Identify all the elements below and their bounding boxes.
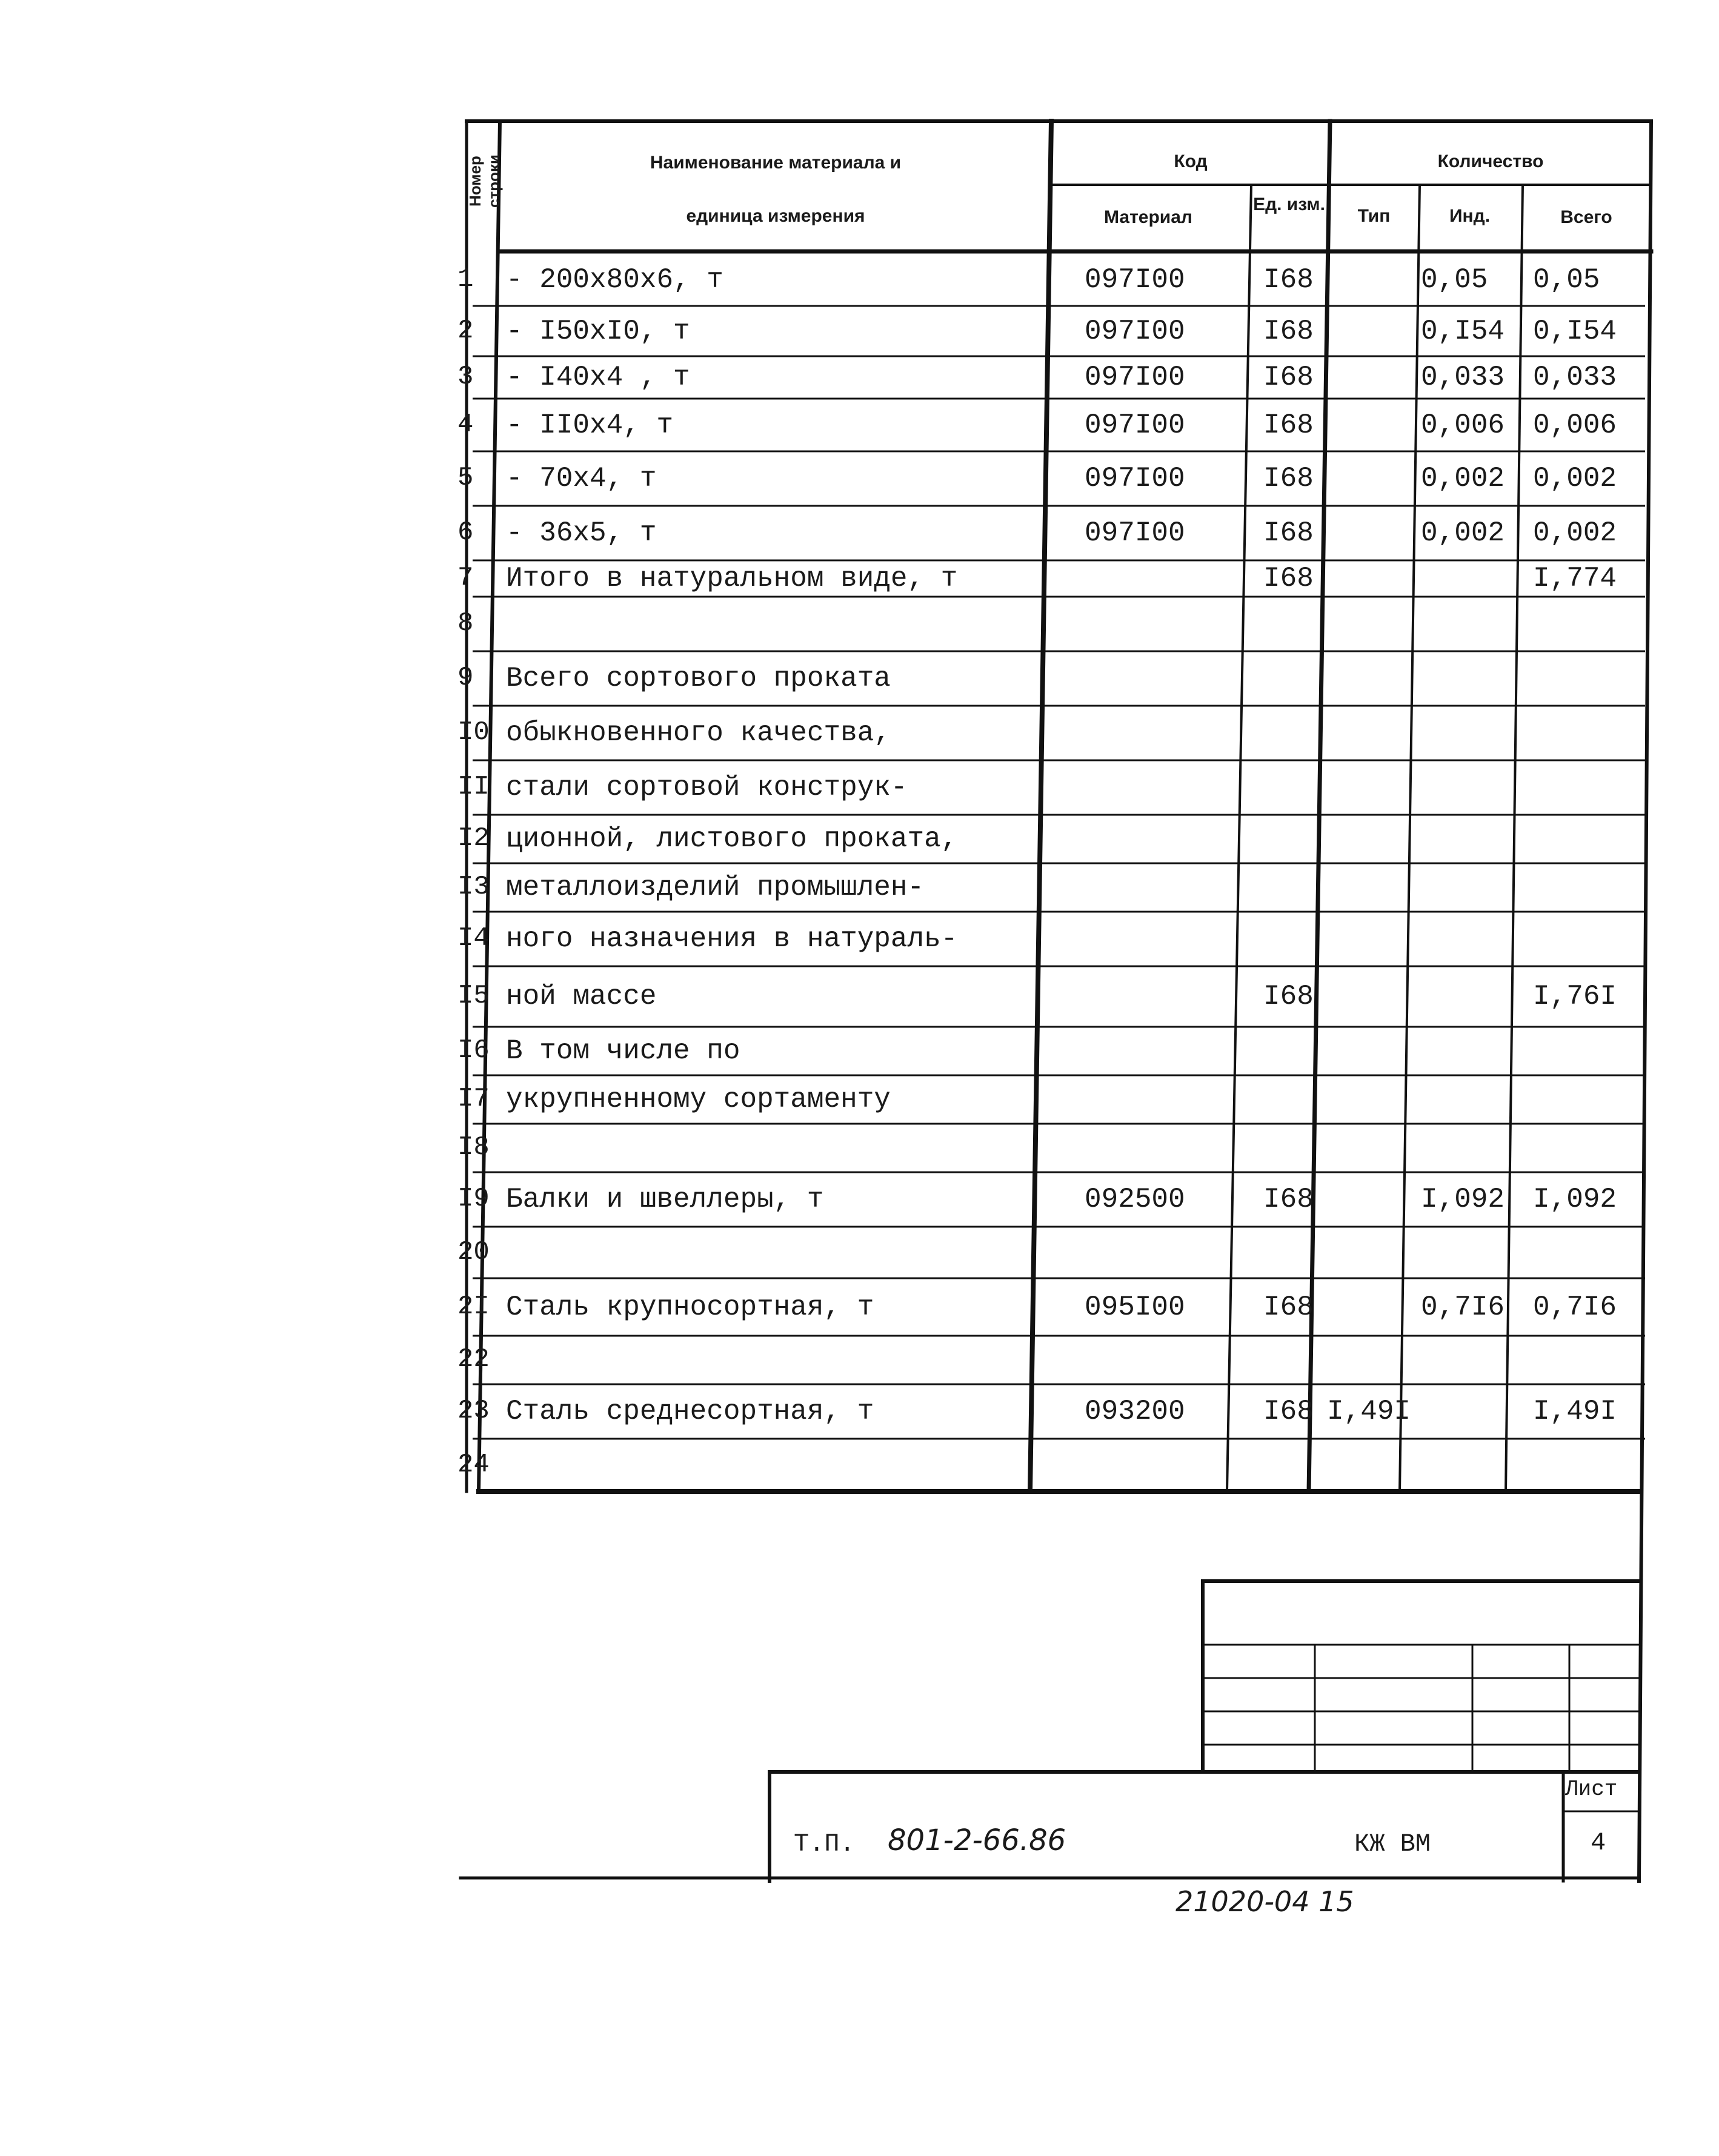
sheet-number: 4 — [1591, 1828, 1606, 1857]
cell-mat: 097I00 — [1085, 315, 1185, 347]
cell-name: ной массе — [506, 981, 657, 1012]
cell-mat: 095I00 — [1085, 1291, 1185, 1323]
cell-name: ного назначения в натураль- — [506, 923, 958, 955]
cell-mat: 097I00 — [1085, 463, 1185, 494]
cell-type: I,49I — [1327, 1396, 1411, 1427]
cell-row-number: I0 — [457, 717, 490, 748]
cell-row-number: II — [457, 772, 490, 802]
project-prefix: Т.П. — [794, 1829, 855, 1859]
cell-ind: 0,002 — [1421, 463, 1505, 494]
cell-name: стали сортовой конструк- — [506, 772, 908, 803]
cell-row-number: 3 — [457, 362, 474, 392]
cell-row-number: 22 — [457, 1344, 490, 1375]
cell-unit: I68 — [1263, 463, 1314, 494]
cell-name: ционной, листового проката, — [506, 823, 958, 855]
cell-unit: I68 — [1263, 264, 1314, 296]
cell-unit: I68 — [1263, 563, 1314, 594]
cell-total: 0,002 — [1533, 463, 1617, 494]
cell-total: 0,033 — [1533, 362, 1617, 393]
sheet-label: Лист — [1565, 1777, 1618, 1802]
cell-row-number: I5 — [457, 981, 490, 1011]
cell-row-number: 2 — [457, 315, 474, 346]
cell-row-number: 6 — [457, 517, 474, 548]
cell-row-number: 5 — [457, 463, 474, 493]
cell-name: Итого в натуральном виде, т — [506, 563, 958, 594]
cell-mat: 092500 — [1085, 1184, 1185, 1215]
cell-total: 0,7I6 — [1533, 1291, 1617, 1323]
cell-ind: 0,7I6 — [1421, 1291, 1505, 1323]
cell-name: - 70x4, т — [506, 463, 657, 494]
cell-mat: 097I00 — [1085, 517, 1185, 549]
cell-name: Сталь среднесортная, т — [506, 1396, 874, 1427]
cell-name: - I50xI0, т — [506, 315, 690, 347]
cell-unit: I68 — [1263, 517, 1314, 549]
cell-total: I,774 — [1533, 563, 1617, 594]
cell-name: - II0x4, т — [506, 409, 674, 441]
cell-ind: 0,033 — [1421, 362, 1505, 393]
cell-name: - I40x4 , т — [506, 362, 690, 393]
header-material: Материал — [1104, 207, 1192, 227]
cell-name: Сталь крупносортная, т — [506, 1291, 874, 1323]
cell-total: 0,006 — [1533, 409, 1617, 441]
cell-total: 0,002 — [1533, 517, 1617, 549]
header-row-number: Номер строки — [466, 154, 503, 208]
cell-row-number: 8 — [457, 608, 474, 639]
cell-mat: 093200 — [1085, 1396, 1185, 1427]
cell-row-number: 20 — [457, 1236, 490, 1267]
cell-ind: I,092 — [1421, 1184, 1505, 1215]
cell-name: - 200x80x6, т — [506, 264, 723, 296]
cell-unit: I68 — [1263, 1291, 1314, 1323]
header-quantity: Количество — [1437, 151, 1544, 171]
header-name-line2: единица измерения — [686, 206, 865, 226]
cell-row-number: 1 — [457, 264, 474, 294]
header-unit: Ед. изм. — [1253, 194, 1325, 214]
cell-name: обыкновенного качества, — [506, 717, 891, 749]
cell-row-number: I6 — [457, 1035, 490, 1066]
cell-ind: 0,002 — [1421, 517, 1505, 549]
cell-row-number: 24 — [457, 1449, 490, 1480]
cell-total: I,49I — [1533, 1396, 1617, 1427]
cell-unit: I68 — [1263, 1396, 1314, 1427]
header-code: Код — [1174, 151, 1208, 171]
cell-ind: 0,I54 — [1421, 315, 1505, 347]
cell-row-number: 4 — [457, 409, 474, 440]
cell-row-number: I3 — [457, 872, 490, 902]
cell-ind: 0,006 — [1421, 409, 1505, 441]
header-name-line1: Наименование материала и — [650, 153, 902, 173]
cell-mat: 097I00 — [1085, 409, 1185, 441]
cell-row-number: I2 — [457, 823, 490, 854]
cell-mat: 097I00 — [1085, 362, 1185, 393]
cell-unit: I68 — [1263, 315, 1314, 347]
cell-name: укрупненному сортаменту — [506, 1084, 891, 1115]
header-type: Тип — [1357, 206, 1391, 226]
cell-unit: I68 — [1263, 1184, 1314, 1215]
cell-unit: I68 — [1263, 981, 1314, 1012]
cell-name: Всего сортового проката — [506, 663, 891, 694]
cell-row-number: 23 — [457, 1396, 490, 1426]
header-total: Всего — [1560, 207, 1612, 227]
cell-row-number: I8 — [457, 1132, 490, 1163]
header-ind: Инд. — [1449, 206, 1491, 226]
cell-total: I,092 — [1533, 1184, 1617, 1215]
project-number: 801-2-66.86 — [888, 1823, 1066, 1857]
cell-row-number: I7 — [457, 1084, 490, 1114]
cell-row-number: 9 — [457, 663, 474, 693]
cell-mat: 097I00 — [1085, 264, 1185, 296]
cell-total: 0,I54 — [1533, 315, 1617, 347]
cell-total: 0,05 — [1533, 264, 1600, 296]
cell-name: - 36x5, т — [506, 517, 657, 549]
archive-number: 21020-04 15 — [1175, 1885, 1354, 1918]
cell-row-number: I9 — [457, 1184, 490, 1214]
document-code: КЖ ВМ — [1354, 1829, 1431, 1859]
cell-name: Балки и швеллеры, т — [506, 1184, 824, 1215]
cell-ind: 0,05 — [1421, 264, 1488, 296]
cell-row-number: 7 — [457, 563, 474, 593]
cell-row-number: I4 — [457, 923, 490, 954]
cell-name: В том числе по — [506, 1035, 740, 1067]
cell-unit: I68 — [1263, 409, 1314, 441]
cell-name: металлоизделий промышлен- — [506, 872, 925, 903]
cell-row-number: 2I — [457, 1291, 490, 1322]
cell-total: I,76I — [1533, 981, 1617, 1012]
cell-unit: I68 — [1263, 362, 1314, 393]
